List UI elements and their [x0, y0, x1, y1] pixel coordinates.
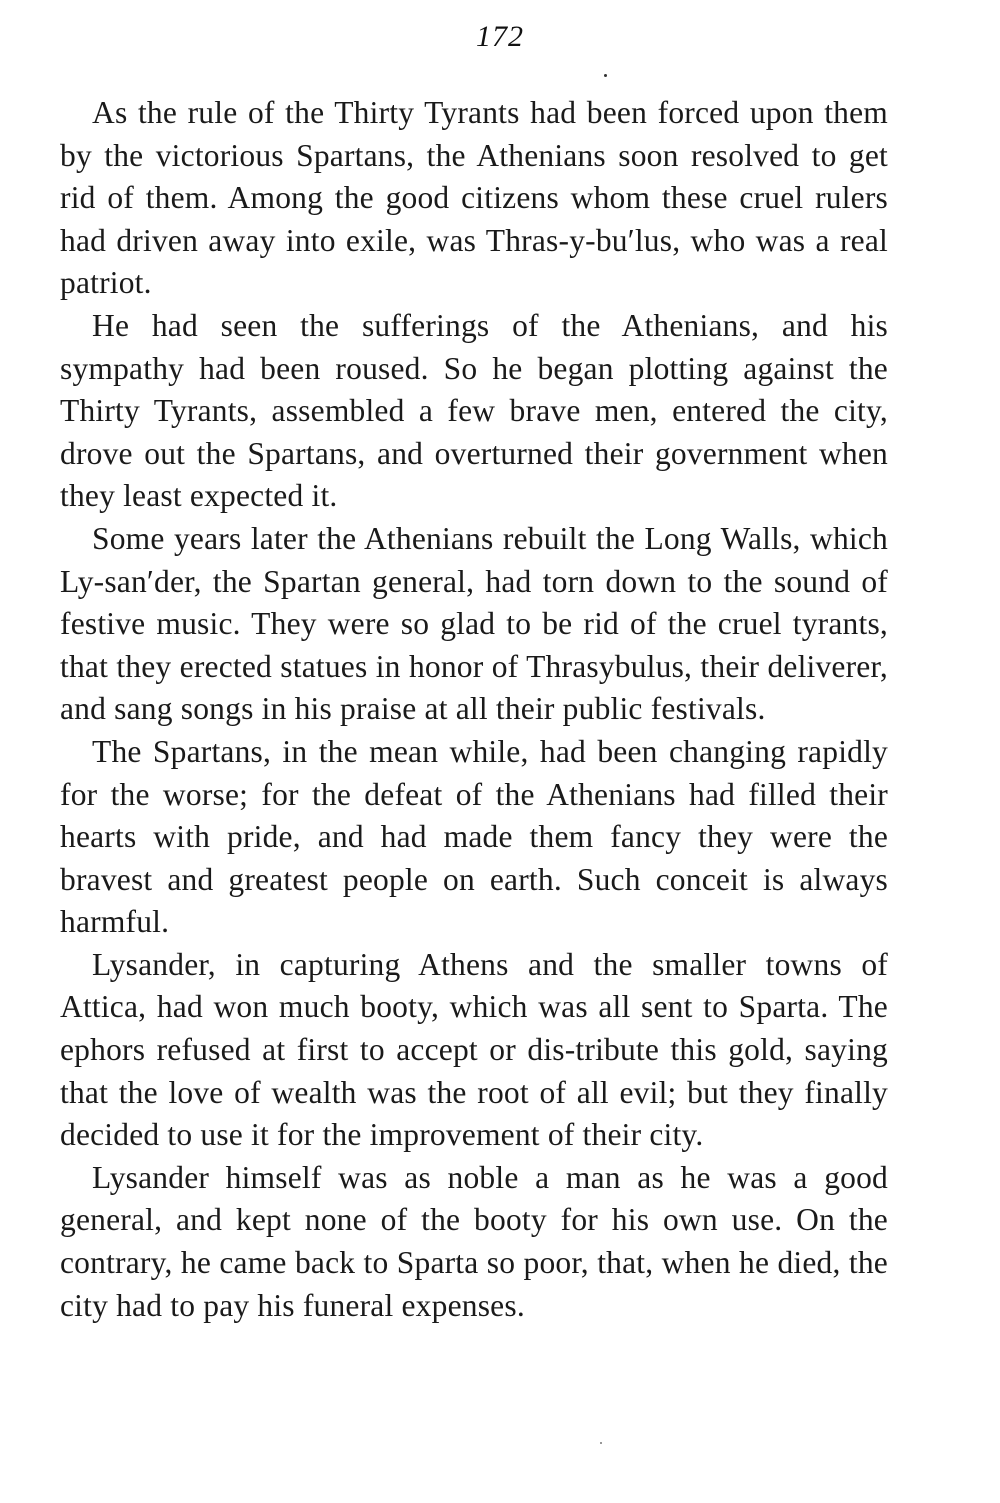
- paragraph: As the rule of the Thirty Tyrants had been forced upon them by the victorious Spartans, the Athenians soon resolved to get rid of them. Among the good citizens whom these cruel rulers had driven away into exile, was Thras-y-bu′lus, who was a real patriot.: [60, 95, 888, 301]
- paragraph: The Spartans, in the mean while, had been changing rapidly for the worse; for the defeat of the Athenians had filled their hearts with pride, and had made them fancy they were the bravest and greatest people on earth. Such conceit is always harmful.: [60, 733, 888, 940]
- paragraph: He had seen the sufferings of the Athenians, and his sympathy had been roused. So he began plotting against the Thirty Tyrants, assembled a few brave men, entered the city, drove out the Spartans, and overturned their government when they least expected it.: [60, 307, 888, 514]
- page-text: [60, 92, 888, 1327]
- print-speck: [600, 1442, 602, 1444]
- page-number: 172: [476, 20, 524, 53]
- paragraph: Some years later the Athenians rebuilt the Long Walls, which Ly-san′der, the Spartan general, had torn down to the sound of festive music. They were so glad to be rid of the cruel tyrants, that they erected statues in honor of Thrasybulus, their deliverer, and sang songs in his praise at all their public festivals.: [60, 520, 888, 727]
- paragraph: Lysander, in capturing Athens and the smaller towns of Attica, had won much booty, which was all sent to Sparta. The ephors refused at first to accept or dis-tribute this gold, saying that the love of wealth was the root of all evil; but they finally decided to use it for the improvement of their city.: [60, 946, 888, 1153]
- paragraph: Lysander himself was as noble a man as he was a good general, and kept none of the booty for his own use. On the contrary, he came back to Sparta so poor, that, when he died, the city had to pay his funeral expenses.: [60, 1159, 888, 1323]
- print-speck: [604, 74, 607, 77]
